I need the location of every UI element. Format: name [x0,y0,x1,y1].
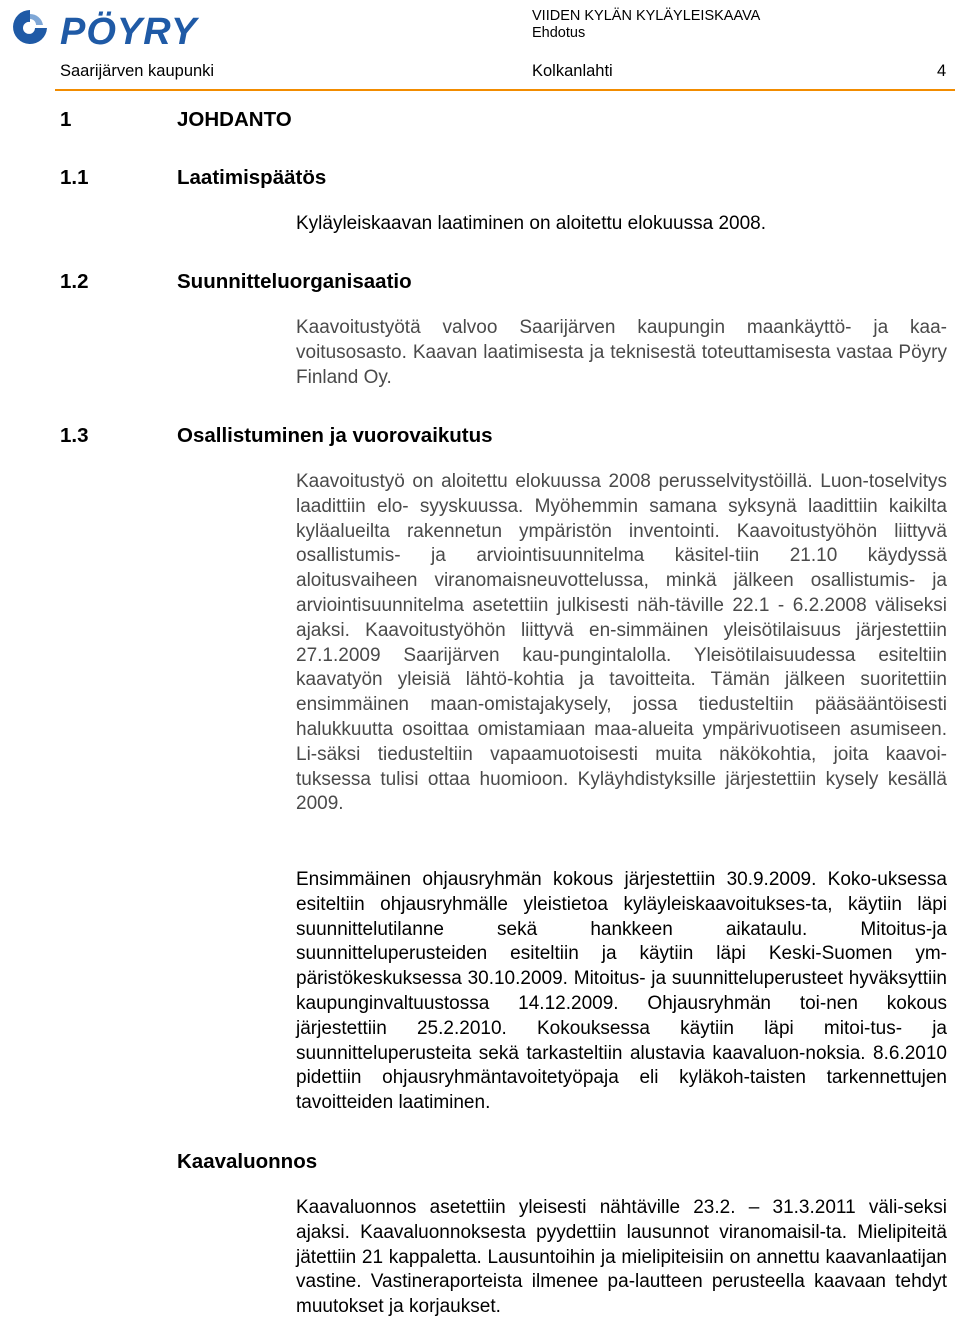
header-location: Kolkanlahti [532,62,613,80]
section-number: 1.3 [60,424,89,447]
section-title: JOHDANTO [177,108,292,131]
document-status: Ehdotus [532,25,586,41]
poyry-swirl-icon [13,10,47,44]
body-paragraph: Kyläyleiskaavan laatiminen on aloitettu elokuussa 2008. [296,213,767,234]
header-divider [55,89,955,91]
section-number: 1 [60,108,72,131]
body-paragraph: Kaavaluonnos asetettiin yleisesti nähtäville 23.2. – 31.3.2011 väli-seksi ajaksi. Kaavaluonnoksesta pyydettiin lausunnot viranomaisil-ta. Mielipiteitä jätettiin 21 kappaletta. Lausuntoihin ja mielipiteisiin on annettu kaavanlaatijan vastine. Vastineraporteista ilmenee pa-lautteen perusteella kaavaan tehdyt muutokset ja korjaukset. [296,1197,947,1318]
logo-wordmark: PÖYRY [60,11,198,50]
page-number: 4 [937,62,947,80]
section-title: Suunnitteluorganisaatio [177,270,412,293]
body-paragraph: Kaavoitustyötä valvoo Saarijärven kaupungin maankäyttö- ja kaa-voitusosasto. Kaavan laatimisesta ja teknisestä toteuttamisesta vastaa Pöyry Finland Oy. [296,317,947,388]
section-number: 1.2 [60,270,89,293]
section-title: Osallistuminen ja vuorovaikutus [177,424,493,447]
section-number: 1.1 [60,166,89,189]
subheading: Kaavaluonnos [177,1150,318,1173]
header-municipality: Saarijärven kaupunki [60,62,215,80]
body-paragraph: Kaavoitustyö on aloitettu elokuussa 2008 perusselvitystöillä. Luon-toselvitys laadittiin elo- syyskuussa. Myöhemmin samana syksynä laadittiin kaikilta kyläalueilta rakennetun ympäristön inventointi. Kaavoitustyöhön liittyvä osallistumis- ja arviointisuunnitelma käsitel-tiin 21.10 käydyssä aloitusvaiheen viranomaisneuvottelussa, minkä jälkeen osallistumis- ja arviointisuunnitelma asetettiin julkisesti näh-täville 22.1 - 6.2.2008 väliseksi ajaksi. Kaavoitustyöhön liittyvä en-simmäinen yleisötilaisuus järjestettiin 27.1.2009 Saarijärven kau-pungintalolla. Yleisötilaisuudessa esiteltiin kaavatyön yleisiä lähtö-kohtia ja tavoitteita. Tämän jälkeen suoritettiin ensimmäinen maan-omistajakysely, jossa tiedusteltiin pääsääntöisesti halukkuutta osoittaa omistamiaan maa-alueita ympärivuotiseen asumiseen. Li-säksi tiedusteltiin vapaamuotoisesti muita näkökohtia, joita kaavoi-tuksessa tulisi ottaa huomioon. Kyläyhdistyksille järjestettiin kysely kesällä 2009. [296,471,947,815]
section-title: Laatimispäätös [177,166,327,189]
body-paragraph: Ensimmäinen ohjausryhmän kokous järjestettiin 30.9.2009. Koko-uksessa esiteltiin ohjausryhmälle yleistietoa kyläyleiskaavoitukses-ta, käytiin läpi suunnittelutilanne sekä hankkeen aikataulu. Mitoitus-ja suunnitteluperusteiden esiteltiin ja käytiin läpi Keski-Suomen ym-päristökeskuksessa 30.10.2009. Mitoitus- ja suunnitteluperusteet hyväksyttiin kaupunginvaltuustossa 14.12.2009. Ohjausryhmän toi-nen kokous järjestettiin 25.2.2010. Kokouksessa käytiin läpi mitoi-tus- ja suunnitteluperusteita sekä tarkasteltiin alustavia kaavaluon-noksia. 8.6.2010 pidettiin ohjausryhmäntavoitetyöpaja eli kyläkoh-taisten tarkennettujen tavoitteiden laatiminen. [296,869,947,1114]
poyry-logo [4,4,244,50]
document-title: VIIDEN KYLÄN KYLÄYLEISKAAVA [532,8,761,24]
